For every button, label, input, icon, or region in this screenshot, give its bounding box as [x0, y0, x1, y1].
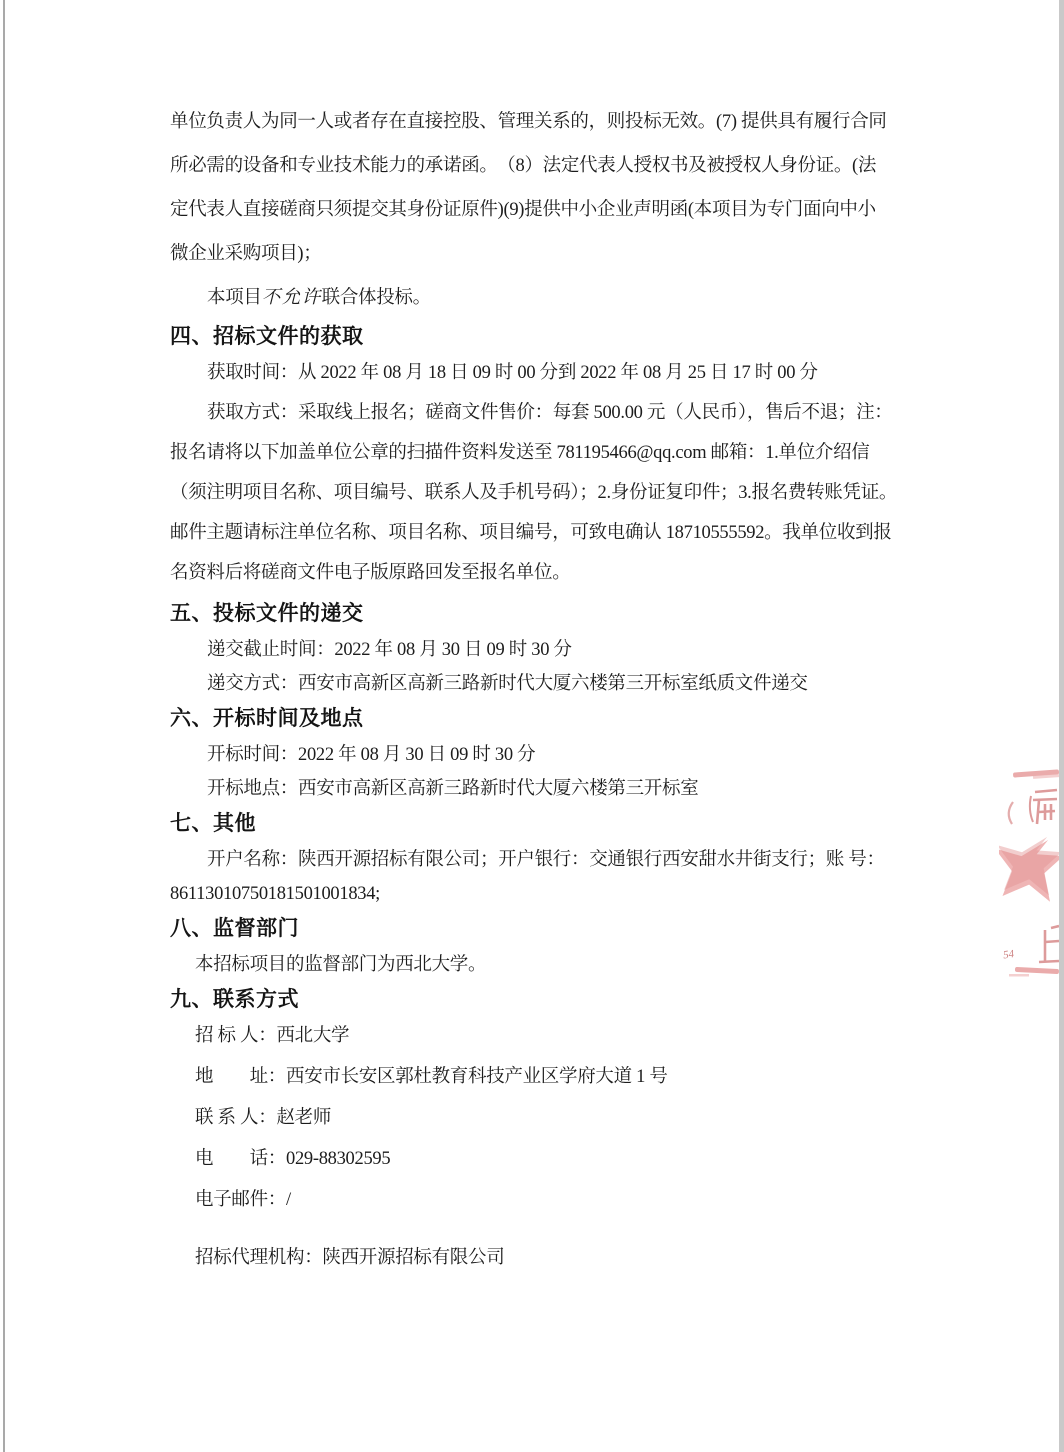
text-run: 获取方式：采取线上报名；磋商文件售价：每套 500.00 元（人民币），售后不退；注： [207, 403, 893, 423]
text-run: 报名请将以下加盖单位公章的扫描件资料发送至 781195466@qq.com 邮箱：1.单位介绍信 [170, 443, 870, 463]
text-run: 联 系 人：赵老师 [195, 1108, 332, 1128]
official-seal-partial [999, 762, 1059, 982]
text-run: 获取时间：从 2022 年 08 月 18 日 09 时 00 分到 2022 年 08 月 25 日 17 时 00 分 [207, 363, 818, 383]
document-line [170, 1024, 896, 1048]
document-line [170, 154, 896, 178]
document-line [170, 1147, 896, 1171]
seal-top-stroke [1013, 769, 1059, 779]
document-body [170, 110, 896, 1287]
text-run: 邮件主题请标注单位名称、项目名称、项目编号，可致电确认 18710555592。我单位收到报 [170, 523, 892, 543]
text-run: 招标代理机构：陕西开源招标有限公司 [195, 1248, 505, 1268]
text-run: 单位负责人为同一人或者存在直接控股、管理关系的，则投标无效。(7) 提供具有履行合同 [170, 112, 887, 132]
document-line [170, 848, 896, 872]
text-run: 本项目 [207, 288, 262, 308]
section-heading: 七、其他 [170, 812, 256, 835]
document-line [170, 882, 896, 906]
text-run: 定代表人直接磋商只须提交其身份证原件)(9)提供中小企业声明函(本项目为专门面向中小 [170, 200, 876, 220]
emphasis-text: 不允许 [261, 288, 322, 308]
text-run: 所必需的设备和专业技术能力的承诺函。 （8）法定代表人授权书及被授权人身份证。(法 [170, 156, 877, 176]
section-heading: 六、开标时间及地点 [170, 707, 364, 730]
page-edge-right [1059, 0, 1064, 1452]
text-run: （须注明项目名称、项目编号、联系人及手机号码）；2.身份证复印件；3.报名费转账凭证。 [170, 483, 898, 503]
document-line [170, 777, 896, 801]
document-line [170, 638, 896, 662]
document-line [170, 1106, 896, 1130]
text-run: 联合体投标。 [321, 288, 431, 308]
section-heading: 四、招标文件的获取 [170, 325, 364, 348]
document-line [170, 361, 896, 385]
text-run: 招 标 人：西北大学 [195, 1026, 350, 1046]
section-heading: 九、联系方式 [170, 988, 299, 1011]
text-run: 递交方式：西安市高新区高新三路新时代大厦六楼第三开标室纸质文件递交 [207, 674, 808, 694]
text-run: 开标时间：2022 年 08 月 30 日 09 时 30 分 [207, 745, 536, 765]
document-line [170, 242, 896, 266]
text-run: 电子邮件：/ [195, 1190, 291, 1210]
text-run: 开标地点：西安市高新区高新三路新时代大厦六楼第三开标室 [207, 779, 699, 799]
seal-char-yuan [1030, 790, 1057, 824]
document-line [170, 1188, 896, 1212]
document-line [170, 561, 896, 585]
section-heading: 八、监督部门 [170, 917, 299, 940]
document-line [170, 1065, 896, 1089]
star-icon-inner [999, 837, 1059, 896]
document-line [170, 110, 896, 134]
document-line [170, 672, 896, 696]
text-run: 开户名称：陕西开源招标有限公司；开户银行：交通银行西安甜水井街支行；账 号： [207, 850, 885, 870]
document-line [170, 198, 896, 222]
document-line [170, 743, 896, 767]
document-line-emphasis [170, 286, 896, 310]
text-run: 本招标项目的监督部门为西北大学。 [195, 955, 487, 975]
page-edge-left [3, 0, 5, 1452]
document-line [170, 1246, 896, 1270]
text-run: 电 话：029-88302595 [195, 1149, 391, 1169]
document-line [170, 441, 896, 465]
seal-paren-mark [1009, 802, 1013, 824]
section-heading: 五、投标文件的递交 [170, 602, 364, 625]
text-run: 递交截止时间：2022 年 08 月 30 日 09 时 30 分 [207, 640, 572, 660]
text-run: 86113010750181501001834; [170, 884, 381, 904]
seal-bottom-stroke [1009, 967, 1059, 977]
seal-char-bottom [1039, 926, 1059, 962]
document-line [170, 953, 896, 977]
document-line [170, 401, 896, 425]
document-line [170, 521, 896, 545]
seal-corner-text: 54 [1002, 948, 1015, 962]
star-icon [999, 840, 1059, 902]
text-run: 微企业采购项目)； [170, 244, 322, 264]
document-line [170, 481, 896, 505]
text-run: 地 址：西安市长安区郭杜教育科技产业区学府大道 1 号 [195, 1067, 668, 1087]
text-run: 名资料后将磋商文件电子版原路回发至报名单位。 [170, 563, 571, 583]
